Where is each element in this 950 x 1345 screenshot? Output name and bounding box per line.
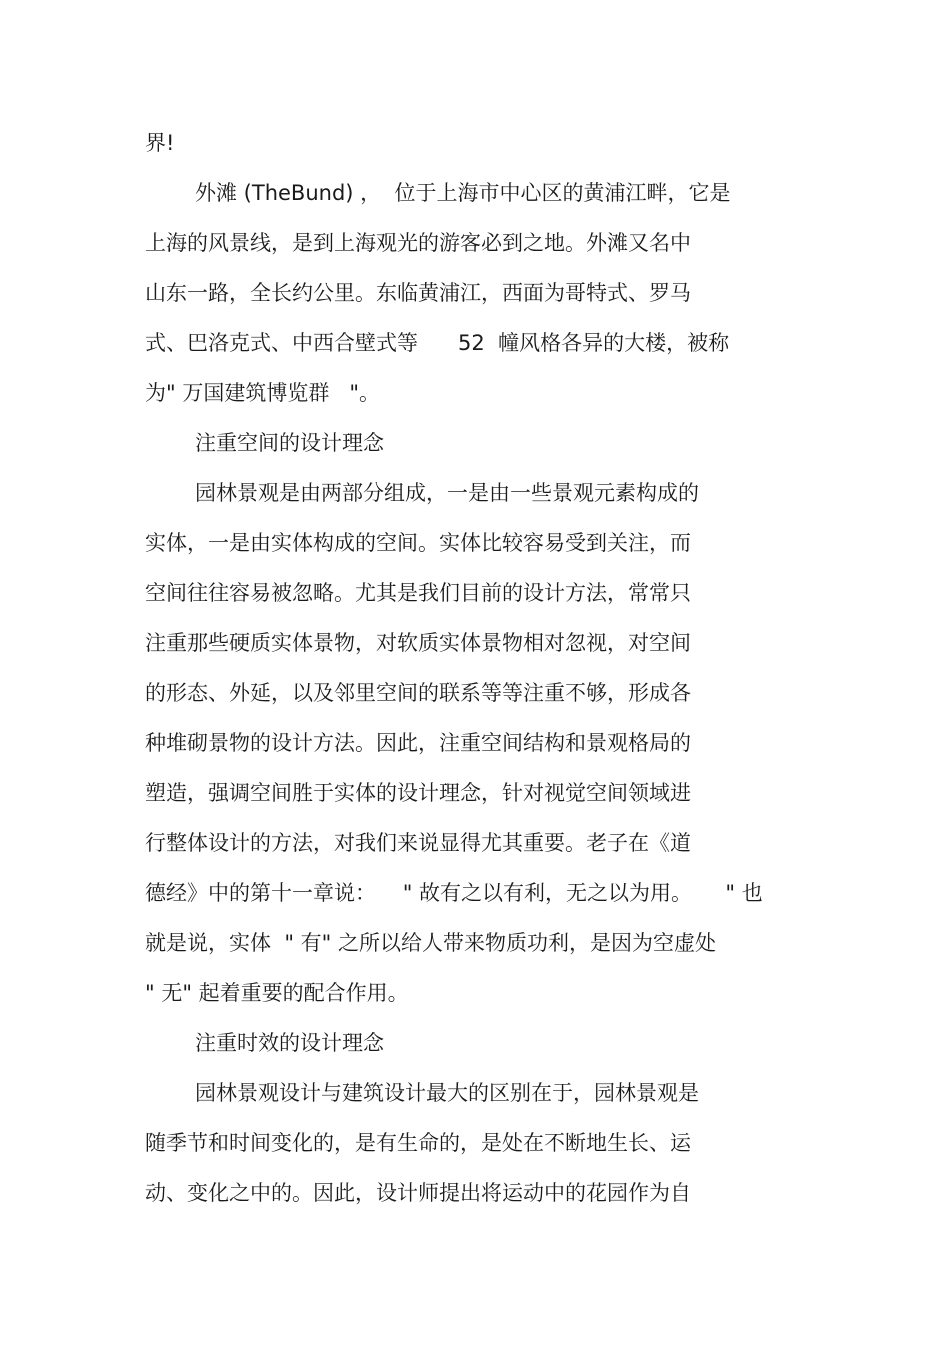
text-line: 空间往往容易被忽略。尤其是我们目前的设计方法，常常只 [145, 581, 691, 605]
text-line: 德经》中的第十一章说： " 故有之以有利，无之以为用。 " 也 [145, 881, 763, 905]
text-line: 外滩 (TheBund) ， 位于上海市中心区的黄浦江畔，它是 [195, 181, 731, 205]
document-body [145, 118, 825, 1218]
text-line: 园林景观设计与建筑设计最大的区别在于，园林景观是 [195, 1081, 699, 1105]
text-line: 园林景观是由两部分组成，一是由一些景观元素构成的 [195, 481, 699, 505]
text-line: 就是说，实体 " 有" 之所以给人带来物质功利，是因为空虚处 [145, 931, 717, 955]
section-heading: 注重空间的设计理念 [195, 431, 384, 455]
text-line: " 无" 起着重要的配合作用。 [145, 981, 409, 1005]
text-line: 动、变化之中的。因此，设计师提出将运动中的花园作为自 [145, 1181, 691, 1205]
text-line: 为" 万国建筑博览群 "。 [145, 381, 381, 405]
text-line: 实体，一是由实体构成的空间。实体比较容易受到关注，而 [145, 531, 691, 555]
text-line: 行整体设计的方法，对我们来说显得尤其重要。老子在《道 [145, 831, 691, 855]
text-line: 式、巴洛克式、中西合壁式等 52 幢风格各异的大楼，被称 [145, 331, 730, 355]
text-line: 上海的风景线，是到上海观光的游客必到之地。外滩又名中 [145, 231, 691, 255]
text-line: 界! [145, 131, 175, 155]
text-line: 塑造，强调空间胜于实体的设计理念，针对视觉空间领域进 [145, 781, 691, 805]
text-line: 种堆砌景物的设计方法。因此，注重空间结构和景观格局的 [145, 731, 691, 755]
section-heading: 注重时效的设计理念 [195, 1031, 384, 1055]
text-line: 的形态、外延，以及邻里空间的联系等等注重不够，形成各 [145, 681, 691, 705]
text-line: 山东一路，全长约公里。东临黄浦江，西面为哥特式、罗马 [145, 281, 691, 305]
text-line: 随季节和时间变化的，是有生命的，是处在不断地生长、运 [145, 1131, 691, 1155]
text-line: 注重那些硬质实体景物，对软质实体景物相对忽视，对空间 [145, 631, 691, 655]
